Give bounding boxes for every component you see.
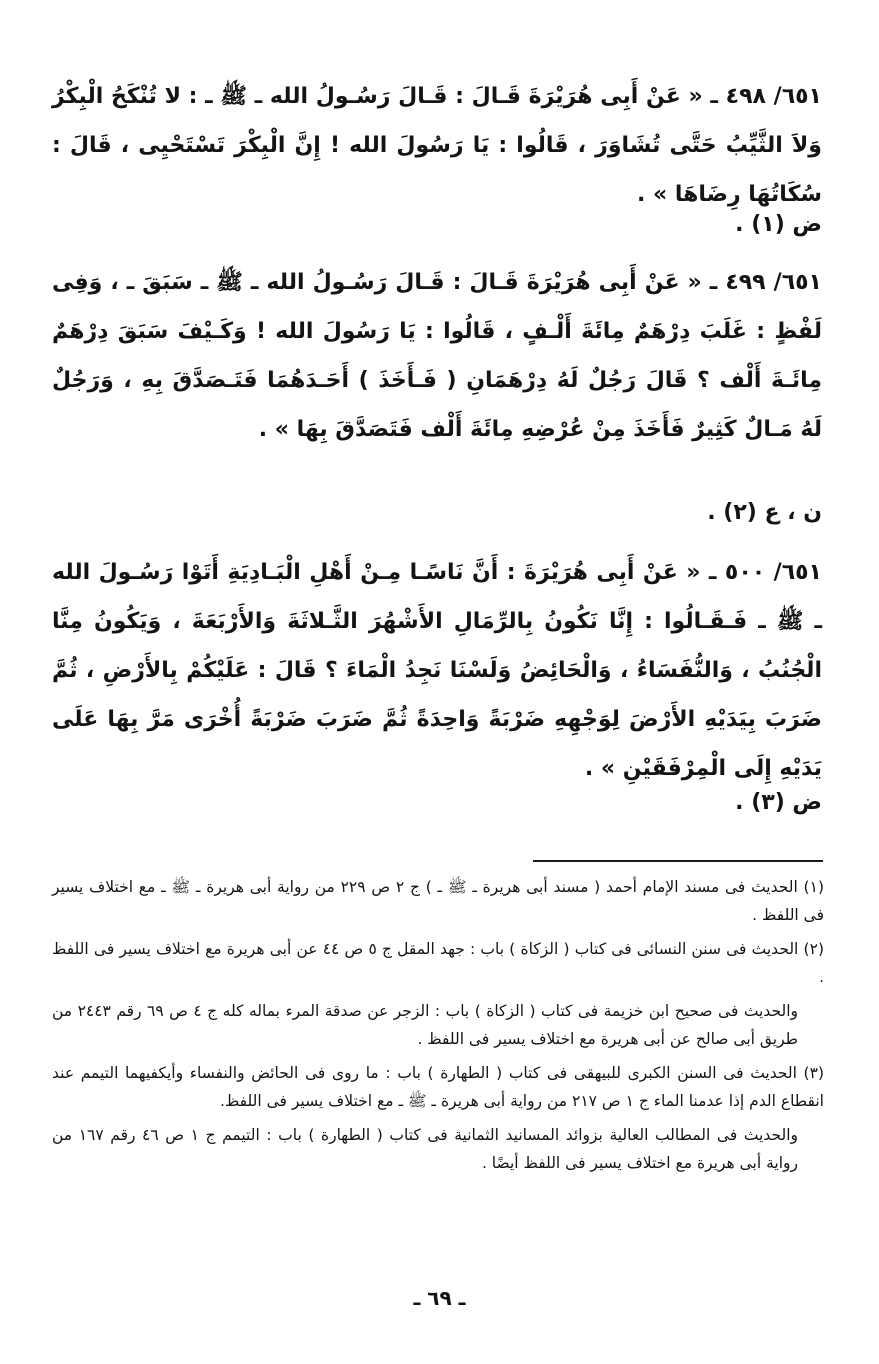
hadith-block-500 xyxy=(52,548,822,793)
footnote-3: (٣) الحديث فى السنن الكبرى للبيهقى فى كتاب ( الطهارة ) باب : ما روى فى الحائض والنفساء وأيكفيهما التيمم عند انقطاع الدم إذا عدمنا الماء ج ١ ص ٢١٧ من رواية أبى هريرة ـ ﷺ ـ مع اختلاف يسير فى اللفظ. xyxy=(52,1064,824,1110)
hadith-block-499 xyxy=(52,258,822,454)
footnote-2-continued: والحديث فى صحيح ابن خزيمة فى كتاب ( الزكاة ) باب : الزجر عن صدقة المرء بماله كله ج ٤ ص ٦٩ رقم ٢٤٤٣ من طريق أبى صالح عن أبى هريرة مع اختلاف يسير فى اللفظ . xyxy=(52,1002,799,1048)
hadith-block-498 xyxy=(52,72,822,219)
hadith-text: ٦٥١/ ٥٠٠ ـ « عَنْ أَبِى هُرَيْرَةَ : أَنَّ نَاسًـا مِـنْ أَهْلِ الْبَـادِيَةِ أَتَوْا رَسُـولَ الله ـ ﷺ ـ فَـقَـالُوا : إِنَّا نَكُونُ بِالرِّمَالِ الأَشْهُرَ الثَّـلاثَةَ وَالأَرْبَعَةَ ، وَيَكُونُ مِنَّا الْجُنُبُ ، وَالنُّفَسَاءُ ، وَالْحَائِضُ وَلَسْنَا نَجِدُ الْمَاءَ ؟ قَالَ : عَلَيْكُمْ بِالأَرْضِ ، ثُمَّ ضَرَبَ بِيَدَيْهِ الأَرْضَ لِوَجْهِهِ ضَرْبَةً وَاحِدَةً ثُمَّ ضَرَبَ ضَرْبَةً أُخْرَى مَرَّ بِهَا عَلَى يَدَيْهِ إِلَى الْمِرْفَقَيْنِ » . xyxy=(52,560,822,781)
footnote-2: (٢) الحديث فى سنن النسائى فى كتاب ( الزكاة ) باب : جهد المقل ج ٥ ص ٤٤ عن أبى هريرة مع اختلاف يسير فى اللفظ . xyxy=(52,940,824,986)
hadith-source: ن ، ع (٢) . xyxy=(707,500,822,525)
hadith-source: ض (٣) . xyxy=(735,790,822,815)
page-number: ـ ٦٩ ـ xyxy=(413,1286,466,1310)
footnote-1: (١) الحديث فى مسند الإمام أحمد ( مسند أبى هريرة ـ ﷺ ـ ) ج ٢ ص ٢٢٩ من رواية أبى هريرة ـ ﷺ ـ مع اختلاف يسير فى اللفظ . xyxy=(52,878,824,924)
footnotes xyxy=(52,873,824,1183)
footnote-separator xyxy=(533,860,823,862)
hadith-source: ض (١) . xyxy=(735,212,822,237)
hadith-text: ٦٥١/ ٤٩٩ ـ « عَنْ أَبِى هُرَيْرَةَ قَـالَ : قَـالَ رَسُـولُ الله ـ ﷺ ـ سَبَقَ ـ ، وَفِى لَفْظٍ : غَلَبَ دِرْهَمٌ مِائَةَ أَلْـفٍ ، قَالُوا : يَا رَسُولَ الله ! وَكَـيْفَ سَبَقَ دِرْهَمٌ مِائَـةَ أَلْف ؟ قَالَ رَجُلٌ لَهُ دِرْهَمَانِ ( فَـأَخَذَ ) أَحَـدَهُمَا فَتَـصَدَّقَ بِهِ ، وَرَجُلٌ لَهُ مَـالٌ كَثِيرٌ فَأَخَذَ مِنْ عُرْضِهِ مِائَةَ أَلْف فَتَصَدَّقَ بِهَا » . xyxy=(52,270,822,442)
footnote-3-continued: والحديث فى المطالب العالية بزوائد المسانيد الثمانية فى كتاب ( الطهارة ) باب : التيمم ج ١ ص ٤٦ رقم ١٦٧ من رواية أبى هريرة مع اختلاف يسير فى اللفظ أيضًا . xyxy=(52,1126,799,1172)
hadith-text: ٦٥١/ ٤٩٨ ـ « عَنْ أَبِى هُرَيْرَةَ قَـالَ : قَـالَ رَسُـولُ الله ـ ﷺ ـ : لا تُنْكَحُ الْبِكْرُ وَلاَ الثَّيِّبُ حَتَّى تُشَاوَرَ ، قَالُوا : يَا رَسُولَ الله ! إِنَّ الْبِكْرَ تَسْتَحْيِى ، قَالَ : سُكَاتُهَا رِضَاهَا » . xyxy=(52,84,822,207)
